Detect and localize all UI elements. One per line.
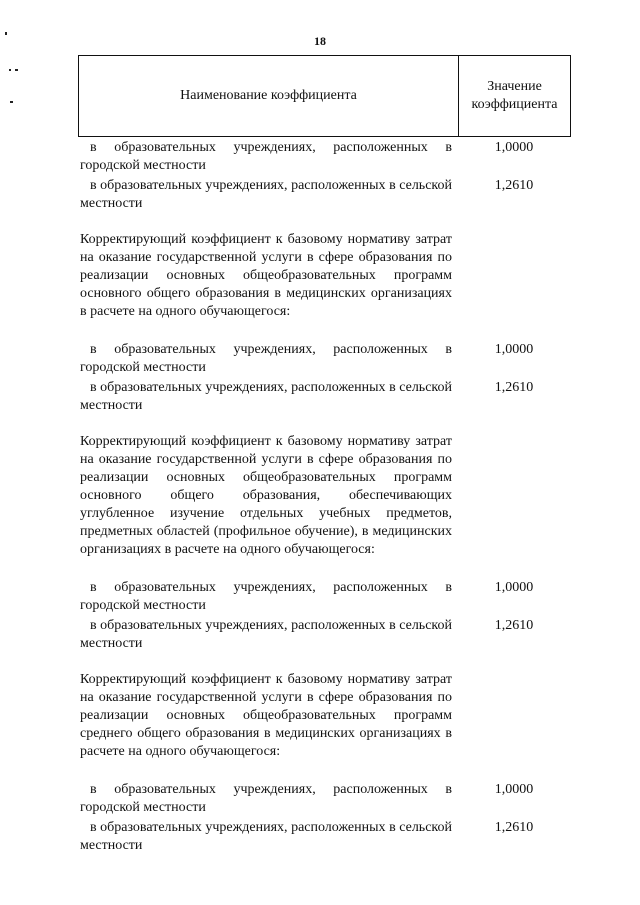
coefficient-list: [80, 139, 570, 855]
table-header: [78, 55, 571, 137]
coefficient-value: 1,2610: [494, 178, 534, 193]
section-intro: Корректирующий коэффициент к базовому нормативу затрат на оказание государственной услуги в сфере образования по реализации основных общеобразовательных программ среднего общего образования в медицинских организациях в расчете на одного обучающегося:: [80, 672, 452, 759]
scan-mark: [10, 101, 13, 103]
coefficient-row: [80, 819, 570, 855]
section-intro: Корректирующий коэффициент к базовому нормативу затрат на оказание государственной услуги в сфере образования по реализации основных общеобразовательных программ основного общего образования в медицинских организациях в расчете на одного обучающегося:: [80, 232, 452, 319]
coefficient-label: в образовательных учреждениях, расположенных в сельской местности: [80, 178, 452, 211]
header-name-column: Наименование коэффициента: [79, 56, 459, 136]
coefficient-section: [80, 231, 570, 415]
section-intro: Корректирующий коэффициент к базовому нормативу затрат на оказание государственной услуги в сфере образования по реализации основных общеобразовательных программ основного общего образования, обеспечивающих углубленное изучение отдельных учебных предметов, предметных областей (профильное обучение), в медицинских организациях в расчете на одного обучающегося:: [80, 434, 452, 557]
coefficient-label: в образовательных учреждениях, расположенных в сельской местности: [80, 820, 452, 853]
coefficient-value: 1,2610: [494, 618, 534, 633]
coefficient-row: [80, 781, 570, 817]
coefficient-value: 1,0000: [494, 782, 534, 797]
coefficient-section: [80, 433, 570, 653]
coefficient-value: 1,0000: [494, 140, 534, 155]
coefficient-row: [80, 341, 570, 377]
coefficient-row: [80, 139, 570, 175]
coefficient-row: [80, 579, 570, 615]
coefficient-value: 1,0000: [494, 580, 534, 595]
coefficient-row: [80, 379, 570, 415]
page-number: 18: [314, 34, 326, 48]
coefficient-label: в образовательных учреждениях, расположенных в городской местности: [80, 342, 452, 375]
coefficient-label: в образовательных учреждениях, расположенных в сельской местности: [80, 618, 452, 651]
coefficient-label: в образовательных учреждениях, расположенных в городской местности: [80, 580, 452, 613]
coefficient-label: в образовательных учреждениях, расположенных в сельской местности: [80, 380, 452, 413]
coefficient-value: 1,2610: [494, 820, 534, 835]
coefficient-label: в образовательных учреждениях, расположенных в городской местности: [80, 140, 452, 173]
coefficient-label: в образовательных учреждениях, расположенных в городской местности: [80, 782, 452, 815]
coefficient-row: [80, 177, 570, 213]
coefficient-section: [80, 139, 570, 213]
coefficient-value: 1,2610: [494, 380, 534, 395]
coefficient-row: [80, 617, 570, 653]
scan-mark: [15, 69, 18, 71]
header-value-column: Значение коэффициента: [471, 79, 558, 112]
coefficient-section: [80, 671, 570, 855]
scan-mark: [9, 69, 11, 71]
coefficient-value: 1,0000: [494, 342, 534, 357]
